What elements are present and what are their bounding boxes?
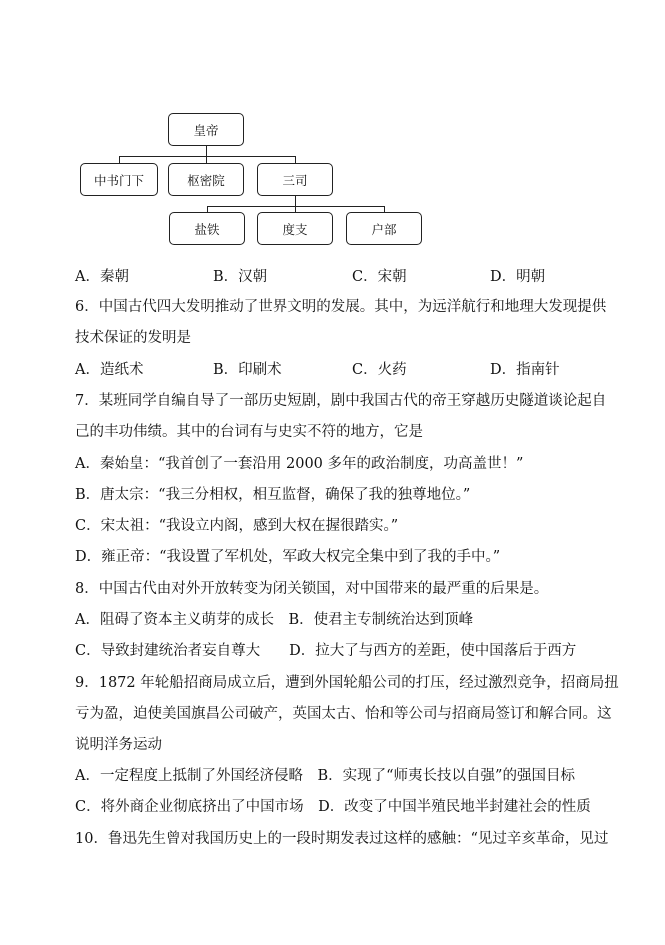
q9-options-line-2: C．将外商企业彻底挤出了中国市场 D．改变了中国半殖民地半封建社会的性质 [75, 799, 591, 815]
connector [119, 156, 120, 163]
q5-option-d: D．明朝 [490, 269, 546, 285]
diagram-box-zhongshumenxia: 中书门下 [80, 163, 158, 196]
q6-option-d: D．指南针 [490, 362, 560, 378]
q9-stem-line-3: 说明洋务运动 [75, 737, 162, 753]
q8-stem: 8．中国古代由对外开放转变为闭关锁国，对中国带来的最严重的后果是。 [75, 581, 549, 597]
diagram-box-emperor: 皇帝 [168, 113, 244, 146]
q5-option-c: C．宋朝 [352, 269, 407, 285]
diagram-box-duzhi: 度支 [257, 212, 333, 245]
q8-options-line-1: A．阻碍了资本主义萌芽的成长 B．使君主专制统治达到顶峰 [75, 612, 474, 628]
connector [295, 196, 296, 206]
q7-option-c: C．宋太祖：“我设立内阁，感到大权在握很踏实。” [75, 518, 399, 534]
q6-option-a: A．造纸术 [75, 362, 144, 378]
q10-stem-line-1: 10．鲁迅先生曾对我国历史上的一段时期发表过这样的感触：“见过辛亥革命，见过 [75, 831, 609, 847]
q7-stem-line-1: 7．某班同学自编自导了一部历史短剧，剧中我国古代的帝王穿越历史隧道谈论起自 [75, 393, 607, 409]
q5-option-b: B．汉朝 [213, 269, 268, 285]
q7-stem-line-2: 己的丰功伟绩。其中的台词有与史实不符的地方，它是 [75, 424, 423, 440]
connector [206, 146, 207, 156]
q8-options-line-2: C．导致封建统治者妄自尊大 D．拉大了与西方的差距，使中国落后于西方 [75, 643, 577, 659]
q5-option-a: A．秦朝 [75, 269, 129, 285]
diagram-box-shumiyuan: 枢密院 [168, 163, 244, 196]
q6-stem-line-2: 技术保证的发明是 [75, 330, 191, 346]
q9-stem-line-1: 9．1872 年轮船招商局成立后，遭到外国轮船公司的打压，经过激烈竞争，招商局扭 [75, 675, 619, 691]
q7-option-d: D．雍正帝：“我设置了军机处，军政大权完全集中到了我的手中。” [75, 549, 501, 565]
q6-option-c: C．火药 [352, 362, 407, 378]
org-diagram [0, 0, 665, 260]
q6-stem-line-1: 6．中国古代四大发明推动了世界文明的发展。其中，为远洋航行和地理大发现提供 [75, 299, 607, 315]
diagram-box-yantie: 盐铁 [169, 212, 245, 245]
q7-option-a: A．秦始皇：“我首创了一套沿用 2000 多年的政治制度，功高盖世！” [75, 456, 524, 472]
diagram-box-sansi: 三司 [257, 163, 333, 196]
q9-options-line-1: A．一定程度上抵制了外国经济侵略 B．实现了“师夷长技以自强”的强国目标 [75, 768, 575, 784]
q6-option-b: B．印刷术 [213, 362, 282, 378]
diagram-box-hubu: 户部 [346, 212, 422, 245]
q7-option-b: B．唐太宗：“我三分相权，相互监督，确保了我的独尊地位。” [75, 487, 471, 503]
connector [295, 156, 296, 163]
q9-stem-line-2: 亏为盈，迫使美国旗昌公司破产，英国太古、怡和等公司与招商局签订和解合同。这 [75, 706, 612, 722]
connector [206, 156, 207, 163]
